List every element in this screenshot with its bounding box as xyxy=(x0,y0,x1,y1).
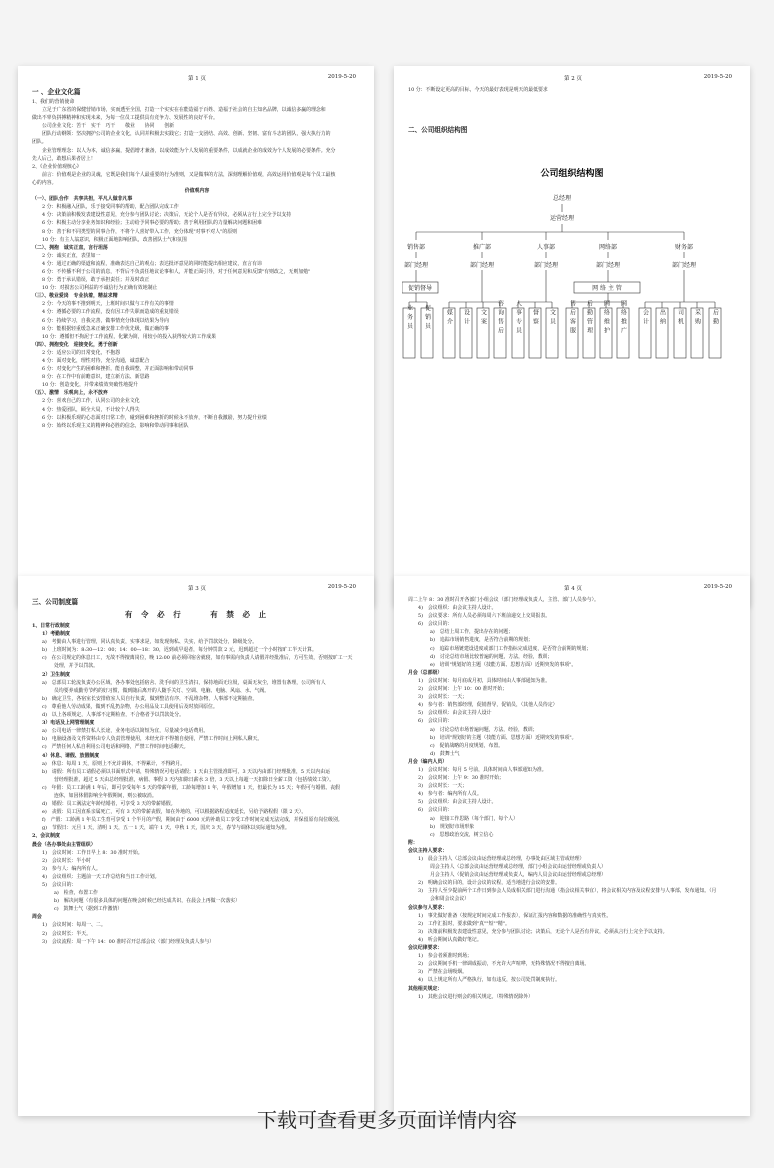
text-line: 4 分：热爱团队，顾全大局，不计较个人得失 xyxy=(42,406,140,413)
text-line: 2 分：适应公司的日常变化，不抱怨 xyxy=(42,349,121,356)
text-line: 2 分：诚实正直，表里如一 xyxy=(42,252,101,259)
text-line: 4 分：遵循必要的工作流程，没有因工作失职而造成的重复错误 xyxy=(42,309,179,316)
page-date: 2019-5-20 xyxy=(327,584,356,590)
text-line: （三）、敬业爱岗 专业执着，精益求精 xyxy=(32,293,118,300)
text-line: c) 追踪市场链建设进度或部门工作指标完成进度，是否符合前期的规划； xyxy=(430,645,592,652)
role-label: 会计 xyxy=(641,309,649,327)
text-line: 1、日常行政制度 xyxy=(32,623,70,629)
text-line: 2 分：积极融入团队，乐于接受同事的帮助，配合团队完成工作 xyxy=(42,204,179,211)
text-line: 4) 参与者：编内所有人员。 xyxy=(418,791,482,798)
text-line: 1) 事先做好准备（按规定时间完成工作报表），保证汇报内容和数据的准确性与真实性。 xyxy=(418,912,612,919)
role-label: 媒介 xyxy=(445,309,453,327)
document-page-2 xyxy=(394,66,750,606)
page-date: 2019-5-20 xyxy=(327,74,356,80)
role-label: 促销员 xyxy=(423,304,431,332)
role-label: 司机 xyxy=(676,309,684,327)
text-line: 公司企业文化：苦干 实干 巧干 敬业 协同 创新 xyxy=(42,123,175,130)
text-line: 6 分：积极主动分享业务知识和经验；主动给予同事必要的帮助；善于利用团队的力量解决问题和困难 xyxy=(42,220,262,227)
org-chart-svg xyxy=(402,152,742,452)
text-line: （二）、拥抱 诚实正直，言行坦荡 xyxy=(32,244,108,251)
text-line: 前言：价值观是企业的灵魂，它既是我们每个人最重要的行为准则，又是做事的方法，深刻理解价值观，高效运用价值观是每个员工最核 xyxy=(42,171,336,178)
text-line: 4) 会议组织：由会议主持人设计。 xyxy=(418,605,497,612)
text-line: e) 培训"规划好的主题（技能方面、思想方面）近期突发的事项"。 xyxy=(430,661,577,668)
role-label: 后勤 xyxy=(711,309,719,327)
text-line: d) 以上各项规定，人事部不定期检查，不合格者予以罚款处分。 xyxy=(42,712,184,719)
text-line: a) 检查，布置工作 xyxy=(54,890,98,897)
text-line: c) 严禁任何人私自利用公司电话和网络，严禁工作时间电话聊天。 xyxy=(42,744,189,751)
text-line: 6 分：以积极乐观的心态面对日常工作，碰到困难和挫折的时候永不放弃，不断自我激励，努力提升业绩 xyxy=(42,414,267,421)
text-line: b) 解决问题（有很多具体的问题在晚会时候已经达成共识，在晨会上再做一次落实） xyxy=(54,898,240,905)
text-line: 一 、企业文化篇 xyxy=(32,88,81,96)
page-date: 2019-5-20 xyxy=(703,74,732,80)
role-label: 文员 xyxy=(548,309,556,327)
text-line: 3) 主持人至少提前两个工作日到参会人员成相关部门进行沟通（指会议相关事宜），将会议相关内容及议程安排与人事部，发布通知。（月 xyxy=(418,888,717,895)
department-manager-label: 部门经理 xyxy=(595,262,621,269)
text-line: a) 讨论总结市场普遍问题，方法，经验，教训； xyxy=(430,726,538,733)
text-line: 4 分：面对变化，理性对待，充分沟通，诚意配合 xyxy=(42,358,150,364)
department-label: 推广部 xyxy=(472,244,492,251)
document-page-3 xyxy=(18,576,374,1116)
text-line: 6) 会议目的： xyxy=(418,621,453,628)
text-line: 会议主持人要求： xyxy=(408,847,448,854)
text-line: b) 上班时间为：8:30—12：00；14：00—18：30，迟到或早退者，每分钟罚款 2 元，迟到超过一个小时按旷工半天计算。 xyxy=(42,647,317,654)
text-line: a) 公司电话一律禁打私人长途，业务电话以简短为宜，尽量减少电话费用。 xyxy=(42,728,209,735)
text-line: 2 分：喜欢自己的工作，认同公司的企业文化 xyxy=(42,398,140,405)
text-line: （一）、团队合作 共享共担，平凡人做非凡事 xyxy=(32,196,133,203)
text-line: 周会主持人（总部会议由运营经理或总经理，部门小组会议由运营经理或负责人） xyxy=(430,864,607,871)
text-line: 8 分：能根据轻重缓急来正确安排工作优先级，做正确的事 xyxy=(42,325,169,332)
org-chart xyxy=(402,152,742,452)
text-line: 2) 会议时间：上午 9：30 准时开始； xyxy=(418,775,504,782)
text-line: 有 令 必 行 有 禁 必 止 xyxy=(124,610,270,619)
text-line: 4) 参与者：销售部经理，促销督导，促销员，（其他人员待定） xyxy=(418,702,558,709)
role-label: 后勤管理 xyxy=(585,300,593,336)
text-line: 2) 会议时长：半小时 xyxy=(42,857,92,864)
text-line: 3) 会议时长：一天； xyxy=(418,783,468,790)
text-line: a) 休息：每周 1 天，原则上不允许调休，不得累计，不得跨月。 xyxy=(42,760,186,767)
role-label: 督察 xyxy=(531,309,539,327)
download-banner[interactable]: 下载可查看更多页面详情内容 xyxy=(257,1108,517,1132)
text-line: （五）、激情 乐观向上，永不放弃 xyxy=(32,390,108,397)
text-line: g) 节假日：元旦 1 天，清明 1 天，五一 1 天，端午 1 天，中秋 1 天，国庆 3 天，春节与调休以实际通知为准。 xyxy=(42,825,290,832)
general-manager-label: 总经理 xyxy=(552,195,572,202)
text-line: 周二上午 8：30 准时召开各部门小组会议（部门经理或负责人，主管、部门人员参与）。 xyxy=(408,597,599,603)
text-line: 连休，如因休假影响全年假期间，则公被取消。 xyxy=(54,792,157,799)
text-line: 2) 会议时间：上午 10：00 准时开始； xyxy=(418,686,508,693)
text-line: 6) 会议目的： xyxy=(418,718,453,725)
text-line: 1) 其他会议进行则会的相关规定。（特殊情况除外） xyxy=(418,993,534,1000)
department-label: 销售部 xyxy=(406,244,426,251)
text-line: 1) 参会者须准时到场； xyxy=(418,953,472,960)
text-line: 5) 会议组织：由会议主持人设计 xyxy=(418,710,492,717)
role-label: 咨询售后 xyxy=(496,300,504,336)
role-label: 网络推广 xyxy=(619,300,627,336)
text-line: 1) 会议时间：每周一、二。 xyxy=(42,922,106,929)
document-page-4 xyxy=(394,576,750,1116)
text-line: c) 促销战略的月度规划，布置。 xyxy=(430,742,504,749)
text-line: c) 鼓舞士气（据到工作激情） xyxy=(54,906,123,913)
text-line: 1）考勤制度 xyxy=(42,631,70,638)
text-line: 4 分：通过正确的渠道和流程，准确表达自己的观点；表达批评意见的同时能提出相应建议，直言有讳 xyxy=(42,260,262,267)
text-line: 晨会（各办事处由主管组织） xyxy=(32,841,96,848)
org-chart-title: 公司组织结构图 xyxy=(540,169,604,179)
section-heading: 二、公司组织结构图 xyxy=(408,126,468,135)
text-line: 立足于广东省的保健营销市场，实而透至全国，打造一个实实在在能造福于百姓、造福于社会的自主知名品牌，以诚信多赢的理念和 xyxy=(42,107,326,114)
text-line: 5) 会议要求：所有人员必须每周六下班前递交上交周报表。 xyxy=(418,613,551,620)
text-line: c) 尊重他人劳动成果，做到不乱扔杂物，办公用品及工具使用后及时放回原位。 xyxy=(42,703,218,710)
text-line: 6 分：持续学习，自我完善，做事情充分体现以结果为导向 xyxy=(42,317,169,324)
text-line: 价值观内容 xyxy=(184,188,210,195)
text-line: 4) 会议组织：主题前一天工作总结和当日工作计划。 xyxy=(42,873,160,880)
text-line: 6) 会议目的： xyxy=(418,807,453,814)
page-body xyxy=(32,86,362,430)
text-line: （四）、拥抱变化 迎接变化，勇于创新 xyxy=(32,341,118,348)
text-line: 企业管理理念：以人为本，诚信多赢，提倡增才兼备，以成效能为个人发展的重要条件，以成就企业的成效为个人发展的必要条件。充分 xyxy=(42,147,336,154)
text-line: a) 总部员工轮流负责办公区域，各办事处包括宿舍、洗手间的卫生清扫，保持地面无垃圾，桌面无灰尘，堆置有条理，公司所有人 xyxy=(42,679,326,686)
text-line: 2) 明确会议的目的，设计会议的议程，适当地进行会议的安排。 xyxy=(418,880,560,887)
text-line: b) 追踪市场销售进度，是否符合前期的规划； xyxy=(430,637,533,644)
department-label: 人事部 xyxy=(536,244,556,251)
text-line: 10 分：对损害公司利益的不诚信行为正确有效地制止 xyxy=(42,285,158,292)
text-line: b) 电脑设备及文件资料由专人负责管理使用，未经允许不得擅自使用，严禁工作时间上网私人聊天。 xyxy=(42,736,263,743)
text-line: 其他相关规定： xyxy=(408,985,443,992)
role-label: 网络维护 xyxy=(602,300,610,336)
text-line: 2) 会议期间手机一律调成振动，不允许大声喧哗，无特殊情况不得擅自离场。 xyxy=(418,961,590,968)
text-line: 会和周会议会议） xyxy=(430,896,470,903)
text-line: 1) 会议时间：每月 5 号前，具体时间由人事部通知为准。 xyxy=(418,766,547,773)
text-line: 8 分：善于和不同类型的同事合作，不将个人喜好带入工作，充分体现"对事不对人"的原则 xyxy=(42,228,238,235)
text-line: b) 规划好市场形象 xyxy=(430,823,475,830)
text-line: 处理，并予以罚款。 xyxy=(54,663,99,670)
department-manager-label: 部门经理 xyxy=(533,262,559,269)
text-line: b) 培训"规划好的主题（技能方面、思想方面）近期突发的事项"。 xyxy=(430,734,577,741)
text-line: 5) 会议组织：由会议主持人设计。 xyxy=(418,799,497,806)
page-number: 第 1 页 xyxy=(188,76,206,82)
role-label: 售后客服 xyxy=(568,300,576,336)
text-line: c) 在公司规定的休息日工，无故不得擅离岗位，晚 12:00 前必须回宿舍就寝，如有事需向负责人请假并经批准后，方可生效，否则按旷工一天 xyxy=(42,655,353,662)
text-line: 三、公司制度篇 xyxy=(32,598,79,606)
page-body xyxy=(408,86,738,136)
department-label: 财务部 xyxy=(674,244,694,251)
department-manager-label: 部门经理 xyxy=(469,262,495,269)
text-line: 员均要养成勤劳节约的好习惯，做到随后离开的人随手关灯、空调、电脑、电脑、风扇、水、气阀。 xyxy=(54,687,270,694)
role-label: 设计 xyxy=(462,309,470,327)
text-line: 团队。 xyxy=(32,139,47,146)
page-body xyxy=(32,596,362,946)
role-label: 业务员 xyxy=(405,304,413,332)
text-line: 1、我们的营销使命 xyxy=(32,99,75,105)
text-line: 1) 晨会主持人（总部会议由运营经理或总经理，办事处由区域主管或经理） xyxy=(418,856,585,862)
text-line: 6 分：不传播不利于公司的消息，不背后不负责任地议论事和人，并能正面引导，对于任何意见和反馈"有则改之，无则加勉" xyxy=(42,268,311,275)
text-line: 8 分：始终以乐观主义的精神和必胜的信念，影响和带动同事和团队 xyxy=(42,422,189,429)
page-date: 2019-5-20 xyxy=(703,584,732,590)
role-label: 出纳 xyxy=(658,309,666,327)
text-line: a) 考勤由人事进行管理，同认真负责，实事求是，如发现徇私、失实，给予罚款处分，降级处分。 xyxy=(42,639,258,646)
text-line: c) 思想政治交流，树立信心 xyxy=(430,831,494,838)
network-supervisor-label: 网 络 主 管 xyxy=(592,285,622,292)
text-line: 心的内容。 xyxy=(32,179,57,186)
text-line: 3) 严禁在会场吸烟。 xyxy=(418,969,468,976)
text-line: 3) 会议流程：周一下午 14：00 准时召开总部会议（部门经理及负责人参与） xyxy=(42,938,215,945)
role-label: 文案 xyxy=(479,309,487,327)
text-line: 3）电话及上网管理制度 xyxy=(42,720,95,727)
text-line: 3) 决策前积极发表建设性意见，充分参与团队讨论；决策后，无论个人是否有异议，必须从言行上完全予以支持。 xyxy=(418,928,668,935)
text-line: 会议纪律要求： xyxy=(408,945,443,952)
page-number: 第 4 页 xyxy=(564,586,582,592)
text-line: 4) 听会期间认真做好笔记。 xyxy=(418,936,482,943)
role-label: 人事专员 xyxy=(514,300,522,336)
text-line: 2、会议制度 xyxy=(32,833,60,840)
sales-supervisor-label: 促销督导 xyxy=(407,285,433,292)
text-line: e) 丧假：员工因直系亲属死亡，可有 3 天的带薪丧假，如在外地的，可以根据路程适度延长，另给予路程假（限 2 天）。 xyxy=(42,809,307,816)
text-line: 4）休息、请假、放假制度 xyxy=(42,752,100,759)
text-line: 做出不辜负拼搏精神和实现未来，为每一位员工提供具有竞争力、发展性的良好平台。 xyxy=(32,115,218,122)
text-line: 4 分：决策前积极发表建设性意见，充分参与团队讨论；决策后，无论个人是否有异议，必须从言行上完全予以支持 xyxy=(42,212,292,219)
text-line: 10 分：有主人翁意识，积极正面地影响团队，改善团队士气和氛围 xyxy=(42,236,187,243)
text-line: a) 迎接工作思路（每个部门，每个人） xyxy=(430,815,518,822)
text-line: 月会（总部级） xyxy=(408,669,443,676)
text-line: 4) 以上规定所有人严格执行，如有违反，按公司处罚制度执行。 xyxy=(418,977,560,984)
text-line: 6 分：对变化产生的困难和挫折，能自我调整，并正面影响和带动同事 xyxy=(42,366,194,373)
text-line: 会议参与人要求： xyxy=(408,904,448,911)
text-line: b) 请假：所有员工请假必须以书面形式申请，特殊情况可电话请假；1 天由主管批准即可，3 天以内由部门经理批准，5 天以内由运 xyxy=(42,768,331,775)
text-line: 10 分：遵循但不拘泥于工作流程，化繁为简，用较小的投入获得较大的工作成果 xyxy=(42,333,217,340)
text-line: 2) 工作汇报时，要求做到"真""短""精"。 xyxy=(418,920,510,927)
continued-line: 10 分：不断设定更高的目标，今天的最好表现是明天的最低要求 xyxy=(408,87,548,93)
text-line: 月会（编内人员） xyxy=(408,758,448,765)
page-number: 第 3 页 xyxy=(188,586,206,592)
department-label: 网络部 xyxy=(598,244,618,251)
text-line: 8 分：在工作中有前瞻意识，建立新方法、新思路 xyxy=(42,374,150,381)
text-line: 10 分：创造变化，并带来绩效突破性地提升 xyxy=(42,382,138,389)
text-line: a) 总结上周工作，提出存在的问题； xyxy=(430,629,514,636)
text-line: 1) 会议时间：每月底或月初，具体时间由人事部通知为准。 xyxy=(418,677,551,684)
text-line: d) 婚假：员工满法定年龄结婚者，可享受 3 天的带薪婚假。 xyxy=(42,801,176,808)
text-line: 2、《企业价值观核心》 xyxy=(32,163,82,170)
text-line: 月会主持人（促销会议由运营经理或负责人，编内人员会议由运营经理或总经理） xyxy=(430,872,607,879)
text-line: d) 鼓舞士气 xyxy=(430,750,460,757)
department-manager-label: 部门经理 xyxy=(403,262,429,269)
text-line: 周会 xyxy=(32,914,42,921)
operations-manager-label: 运营经理 xyxy=(549,215,575,222)
text-line: 附： xyxy=(408,839,418,846)
text-line: 1) 会议时间：工作日早上 8：30 准时开始。 xyxy=(42,849,143,856)
text-line: 8 分：勇于承认错误，敢于承担责任；并及时改正 xyxy=(42,277,150,284)
text-line: 2 分：今天的事不推到明天，上班时间只做与工作有关的事情 xyxy=(42,301,174,308)
text-line: 营经理批准，超过 5 天由总经理批准，病假、事假 3 天内扣除日薪水 3 倍，3 天以上每超一天扣除日全薪工资（包括绩效工资）。 xyxy=(54,776,335,783)
text-line: 3) 参与人：编内所有人。 xyxy=(42,865,101,872)
document-page-1 xyxy=(18,66,374,606)
text-line: 5) 会议目的： xyxy=(42,882,77,888)
role-label: 采购 xyxy=(693,309,701,327)
text-line: d) 讨论总结市场比较普遍的问题，方法，经验，教训； xyxy=(430,653,553,660)
page-body xyxy=(408,596,738,1001)
text-line: 3) 会议时长：一天； xyxy=(418,694,468,701)
department-manager-label: 部门经理 xyxy=(671,262,697,269)
text-line: 先人后己，敢想后果者居上！ xyxy=(32,155,96,162)
text-line: 2) 会议时长：半天。 xyxy=(42,930,92,937)
text-line: c) 年假：员工工龄满 1 年后，即可享受每年 5 天的带薪年假，工龄每增加 1 年，年假增加 1 天，但最长为 15 天；年假可与婚假、丧假 xyxy=(42,784,341,791)
text-line: b) 确定卫生，各宿室长安排值室人员自行负责，做到整洁有序，不乱堆杂物，人事部不定期抽查。 xyxy=(42,695,258,702)
page-number: 第 2 页 xyxy=(564,76,582,82)
text-line: f) 产假：工龄满 1 年员工生育可享受 1 个半月的产假，期间由于 6000 元的补助员工享受工作时间完成无法完成，并保留原有岗位级别。 xyxy=(42,817,343,824)
text-line: 团队行动纲领：坚决拥护公司的企业文化，认同并积极去实践它；打造一支团结、高效、创新、坚韧、富有斗志的团队，强大执行力的 xyxy=(42,131,331,138)
text-line: 2）卫生制度 xyxy=(42,671,70,678)
